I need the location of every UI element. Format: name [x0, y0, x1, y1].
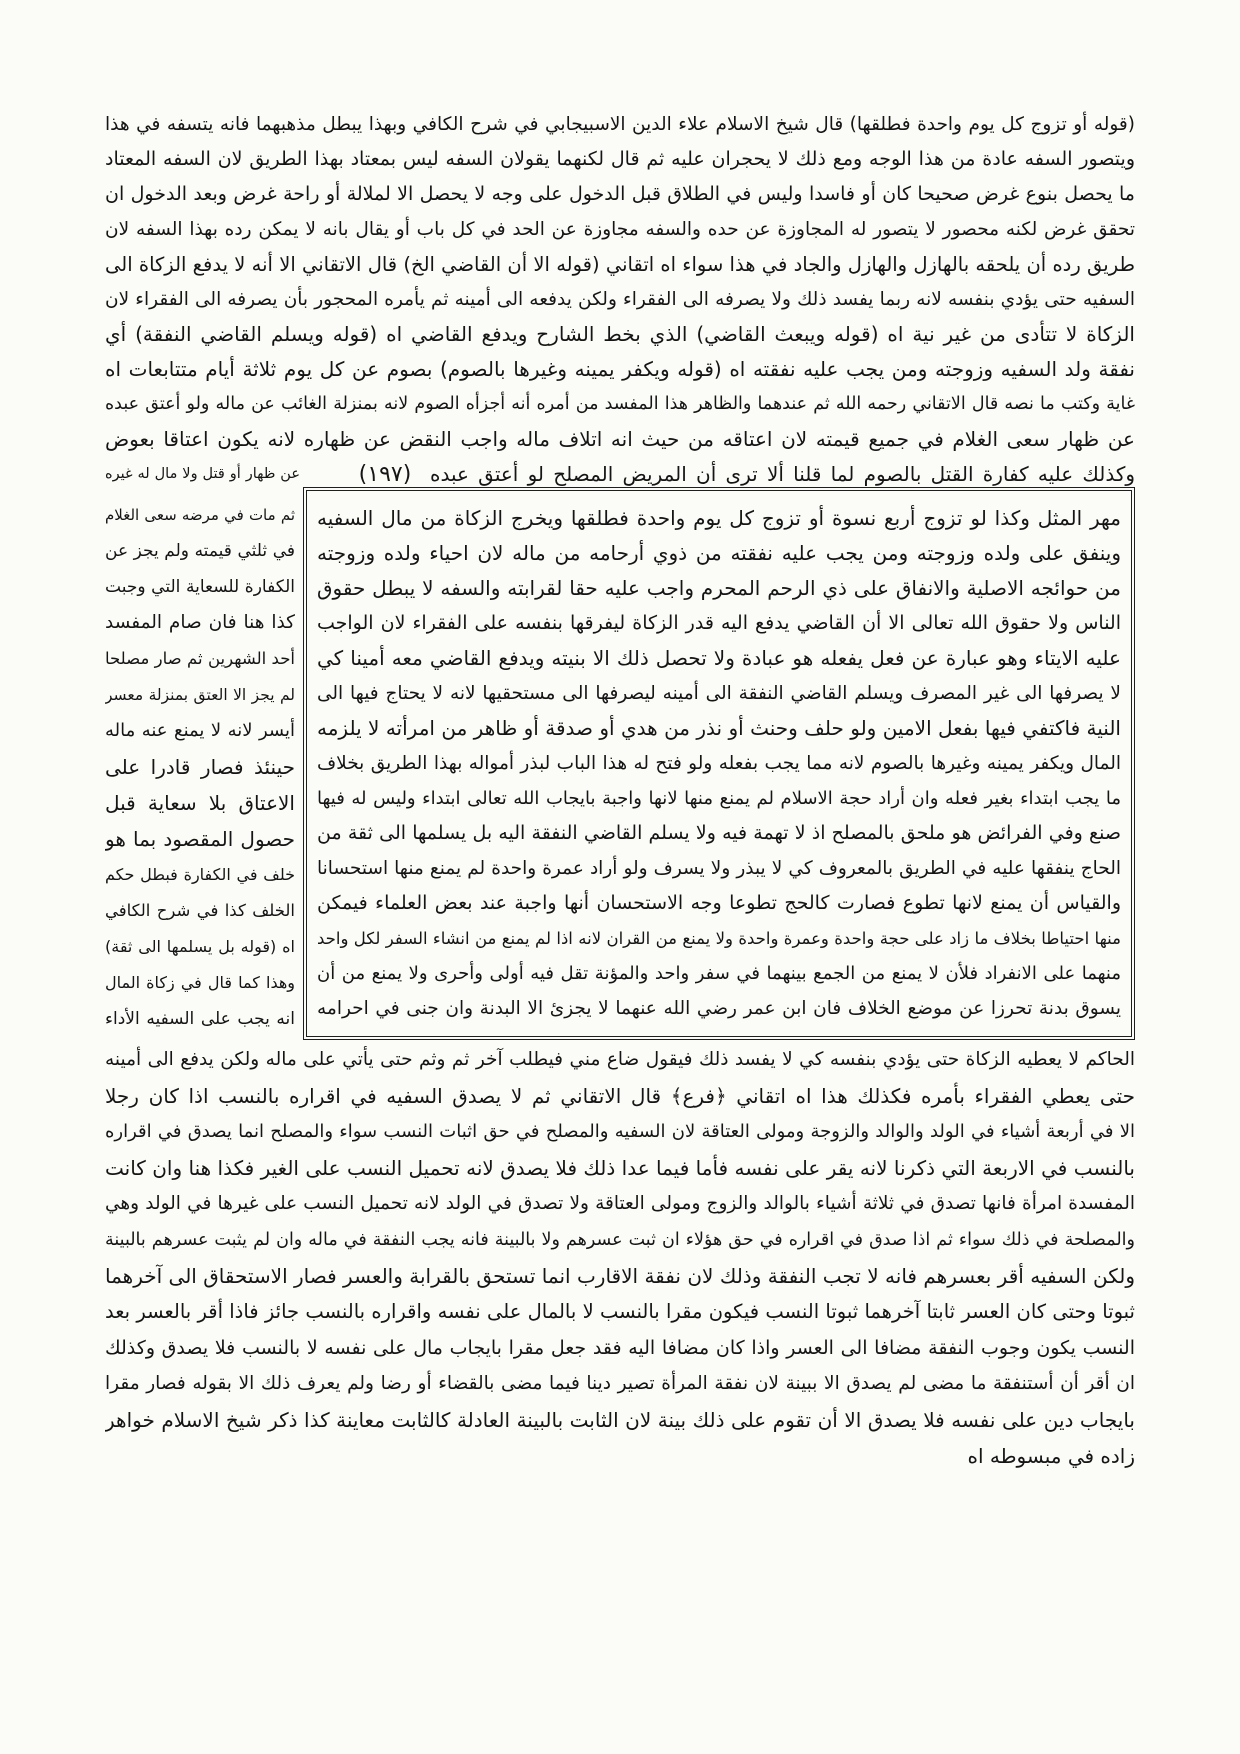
bottom-text-line: زاده في مبسوطه اه: [967, 1444, 1135, 1468]
margin-text-line: خلف في الكفارة فبطل حكم: [105, 865, 295, 884]
main-text-line: الحاج ينفقها عليه في الطريق بالمعروف كي لا يبذر ولا يسرف ولو أراد عمرة واحدة لم يمنع منها استحسانا: [317, 858, 1121, 879]
margin-text-line: اه (قوله بل يسلمها الى ثقة): [105, 937, 295, 956]
top-text-line: عن ظهار سعى الغلام في جميع قيمته لان اعتاقه من حيث انه اتلاف ماله واجب النقض عن ظهاره لانه يكون اعتاقا بعوض: [105, 427, 1135, 451]
main-text-line: منها احتياطا بخلاف ما زاد على حجة واحدة وعمرة واحدة ولا يمنع من القران لانه اذا لم يمنع من انشاء السفر لكل واحد: [317, 929, 1121, 948]
margin-text-line: أحد الشهرين ثم صار مصلحا: [105, 649, 295, 668]
margin-text-line: لم يجز الا العتق بمنزلة معسر: [105, 686, 295, 704]
margin-text-line: ثم مات في مرضه سعى الغلام: [105, 506, 295, 524]
bottom-text-line: المفسدة امرأة فانها تصدق في ثلاثة أشياء بالوالد والزوج ومولى العتاقة ولا تصدق في الولد لانه تحميل النسب على غيرها في الولد وهي: [105, 1193, 1135, 1214]
top-text-line: طريق رده أن يلحقه بالهازل والهازل والجاد في هذا سواء اه اتقاني (قوله الا أن القاضي الخ) قال الاتقاني الا أنه لا يدفع الزكاة الى: [105, 253, 1135, 276]
top-text-line-left: عن ظهار أو قتل ولا مال له غيره: [105, 466, 300, 482]
margin-text-line: أيسر لانه لا يمنع عنه ماله: [105, 720, 295, 741]
bottom-text-line: الا في أربعة أشياء في الولد والوالد والزوجة ومولى العتاقة لان السفيه والمصلح في حق اثبات النسب سواء والمصلح انما يصدق في اقراره: [105, 1121, 1135, 1142]
main-text-line: لا يصرفها الى غير المصرف ويسلم القاضي النفقة الى أمينه ليصرفها الى مستحقيها لانه لا يحتاج فيها الى: [317, 683, 1121, 704]
main-text-frame: [303, 487, 1135, 1040]
bottom-text-line: ان أقر أن أستنفقة ما مضى لم يصدق الا ببينة لان نفقة المرأة تصير دينا فيما مضى بالقضاء أو رضا ولم يعرف ذلك الا بقوله فصار مقرا: [105, 1373, 1135, 1394]
top-text-line: الزكاة لا تتأدى من غير نية اه (قوله ويبعث القاضي) الذي بخط الشارح ويدفع القاضي اه (قوله ويسلم القاضي النفقة) أي: [105, 322, 1135, 346]
top-text-line: السفيه حتى يؤدي بنفسه لانه ربما يفسد ذلك ولا يصرفه الى الفقراء ولكن يدفعه الى أمينه ثم يأمره المحجور بأن يصرفه الى الفقراء لان: [105, 289, 1135, 310]
bottom-text-line: ولكن السفيه أقر بعسرهم فانه لا تجب النفقة وذلك لان نفقة الاقارب انما تستحق بالقرابة والعسر فصار الاستحقاق الى آخرهما: [105, 1264, 1135, 1288]
main-text-line: والقياس أن يمنع لانها تطوع فصارت كالحج تطوعا وجه الاستحسان أنها واجبة عند بعض العلماء فيمكن: [317, 892, 1121, 914]
margin-text-line: الكفارة للسعاية التي وجبت: [105, 577, 295, 597]
margin-text-line: الخلف كذا في شرح الكافي: [105, 901, 295, 920]
bottom-text-line: ثبوتا وحتى كان العسر ثابتا آخرهما ثبوتا النسب فيكون مقرا بالنسب لا بالمال على نفسه واقراره بالنسب جائز فاذا أقر بالعسر بعد: [105, 1300, 1135, 1323]
bottom-text-line: النسب يكون وجوب النفقة مضافا الى العسر واذا كان مضافا اليه فقد جعل مقرا بايجاب مال على نفسه لا بالنسب فلا يصدق وكذلك: [105, 1337, 1135, 1359]
main-text-line: ما يجب ابتداء بغير فعله وان أراد حجة الاسلام لم يمنع منها لانها واجبة بايجاب الله تعالى ابتداء وليس له فيها: [317, 788, 1121, 809]
main-text-line: من حوائجه الاصلية والانفاق على ذي الرحم المحرم واجب عليه حقا لقرابته والسفه لا يبطل حقوق: [317, 576, 1121, 600]
margin-text-line: حصول المقصود بما هو: [105, 827, 295, 851]
top-text-line: غاية وكتب ما نصه قال الاتقاني رحمه الله ثم عندهما والظاهر هذا المفسد من أمره أنه أجزأه الصوم لانه بمنزلة الغائب عن ماله ولو أعتق عبده: [105, 394, 1135, 414]
page-number: (١٩٧): [358, 462, 412, 487]
bottom-text-line: حتى يعطي الفقراء بأمره فكذلك هذا اه اتقاني ﴿فرع﴾ قال الاتقاني ثم لا يصدق السفيه في اقراره بالنسب اذا كان رجلا: [105, 1084, 1135, 1108]
main-text-line: المال ويكفر يمينه وغيرها بالصوم لانه مما يجب بفعله ولو فتح له هذا الباب لبذر أمواله بهذا الطريق بخلاف: [317, 753, 1121, 774]
margin-text-line: انه يجب على السفيه الأداء: [105, 1009, 295, 1029]
top-text-line: ما يحصل بنوع غرض صحيحا كان أو فاسدا وليس في الطلاق قبل الدخول على وجه لا يحصل الا لملالة أو راحة غرض وبعد الدخول ان: [105, 183, 1135, 205]
margin-text-line: وهذا كما قال في زكاة المال: [105, 973, 295, 992]
main-text-line: يسوق بدنة تحرزا عن موضع الخلاف فان ابن عمر رضي الله عنهما لا يجزئ الا البدنة وان جنى في احرامه: [317, 998, 1121, 1019]
top-text-line: نفقة ولد السفيه وزوجته ومن يجب عليه نفقته اه (قوله ويكفر يمينه وغيرها بالصوم) بصوم عن كل يوم ثلاثة أيام متتابعات اه: [105, 357, 1135, 381]
margin-text-line: في ثلثي قيمته ولم يجز عن: [105, 541, 295, 561]
main-text-line: عليه الايتاء وهو عبارة عن فعل يفعله هو عبادة ولا تحصل ذلك الا بنيته ويدفع القاضي معه أمينا كي: [317, 646, 1121, 670]
main-text-line: وينفق على ولده وزوجته ومن يجب عليه نفقته من ذوي أرحامه من ماله لان احياء ولده وزوجته: [317, 541, 1121, 565]
top-commentary-block: [105, 107, 1135, 492]
bottom-commentary-block: [105, 1042, 1135, 1474]
main-text-line: منهما على الانفراد فلأن لا يمنع من الجمع بينهما في سفر واحد والمؤنة تقل فيه أولى وأحرى ولا يمنع من أن: [317, 963, 1121, 984]
margin-text-line: كذا هنا فان صام المفسد: [105, 612, 295, 633]
bottom-text-line: الحاكم لا يعطيه الزكاة حتى يؤدي بنفسه كي لا يفسد ذلك فيقول ضاع مني فيطلب آخر ثم وثم حتى يأتي على ماله ولكن يدفع الى أمينه: [105, 1049, 1135, 1070]
margin-text-line: الاعتاق بلا سعاية قبل: [105, 791, 295, 815]
main-text-line: الناس ولا حقوق الله تعالى الا أن القاضي يدفع اليه قدر الزكاة ليفرقها بنفسه على الفقراء لان الواجب: [317, 612, 1121, 634]
margin-commentary-column: [105, 497, 295, 1037]
main-text-line: مهر المثل وكذا لو تزوج أربع نسوة أو تزوج كل يوم واحدة فطلقها ويخرج الزكاة من مال السفيه: [317, 506, 1121, 530]
main-text-line: النية فاكتفي فيها بفعل الامين ولو حلف وحنث أو نذر من هدي أو صدقة أو ظاهر من امرأته لا يلزمه: [317, 716, 1121, 740]
top-text-line-right: وكذلك عليه كفارة القتل بالصوم لما قلنا ألا ترى أن المريض المصلح لو أعتق عبده: [430, 462, 1135, 486]
bottom-text-line: بايجاب دين على نفسه فلا يصدق الا أن تقوم على ذلك بينة لان الثابت بالبينة العادلة كالثابت معاينة كذا ذكر شيخ الاسلام خواهر: [105, 1408, 1135, 1432]
margin-text-line: حينئذ فصار قادرا على: [105, 755, 295, 779]
top-text-line: ويتصور السفه عادة من هذا الوجه ومع ذلك لا يحجران عليه ثم قال لكنهما يقولان السفه ليس بمعتاد بهذا الطريق لان السفه المعتاد: [105, 148, 1135, 170]
top-text-line: تحقق غرض لكنه محصور لا يتصور له المجاوزة عن حده والسفه مجاوزة عن الحد في كل باب أو يقال بانه لا يمكن رده بهذا السفه لان: [105, 219, 1135, 240]
top-text-line: (قوله أو تزوج كل يوم واحدة فطلقها) قال شيخ الاسلام علاء الدين الاسبيجابي في شرح الكافي وبهذا يبطل مذهبهما فانه يتسفه في هذا: [105, 114, 1135, 135]
main-text-line: صنع وفي الفرائض هو ملحق بالمصلح اذ لا تهمة فيه ولا يسلم القاضي النفقة اليه بل يسلمها الى ثقة من: [317, 822, 1121, 844]
bottom-text-line: والمصلحة في ذلك سواء ثم اذا صدق في اقراره في حق هؤلاء ان ثبت عسرهم ولا بالبينة فانه يجب النفقة في ماله وان لم يثبت عسرهم بالبينة: [105, 1230, 1135, 1250]
bottom-text-line: بالنسب في الاربعة التي ذكرنا لانه يقر على نفسه فأما فيما عدا ذلك فلا يصدق لانه تحميل النسب على الغير فكذا هنا وان كانت: [105, 1156, 1135, 1180]
